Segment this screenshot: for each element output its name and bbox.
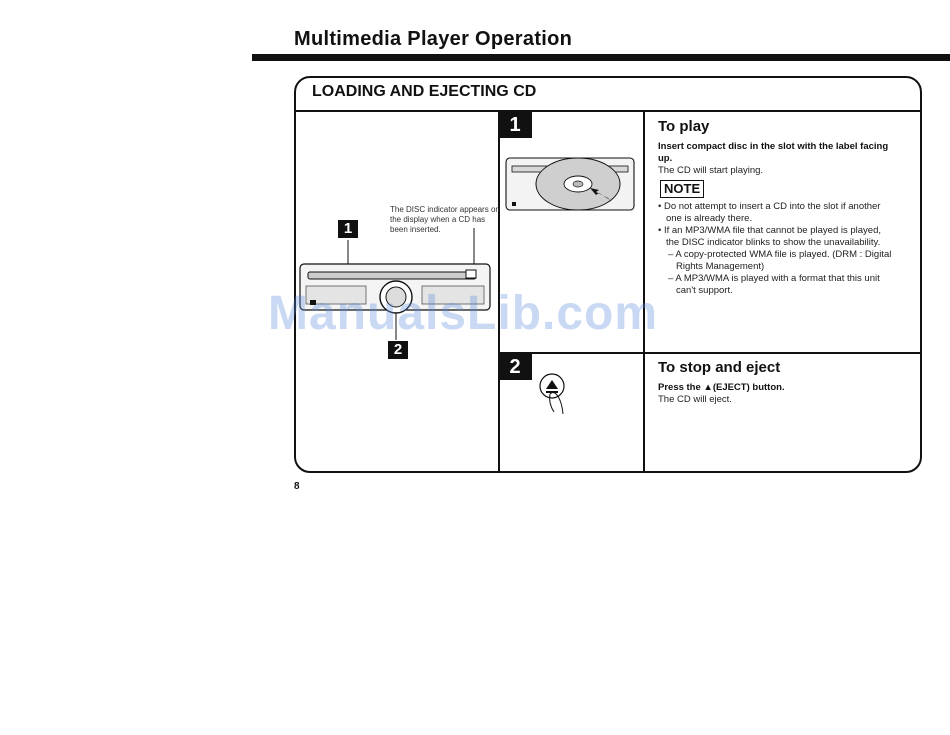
note-subitem: – A MP3/WMA is played with a format that this unit can't support. (668, 273, 880, 296)
title-rule (252, 54, 950, 61)
step-1-result: The CD will start playing. (658, 165, 764, 176)
step-1-notes (656, 201, 896, 297)
page-title: Multimedia Player Operation (294, 28, 573, 50)
heading-rule (296, 110, 920, 112)
note-item: • Do not attempt to insert a CD into the slot if another one is already there. (658, 201, 881, 224)
step-1-instruction: Insert compact disc in the slot with the label facing up. (658, 141, 889, 164)
disc-indicator-note: The DISC indicator appears on the display when a CD has been inserted. (390, 205, 500, 234)
page-number: 8 (294, 481, 300, 492)
watermark: ManualsLib.com (268, 287, 659, 340)
callout-1: 1 (338, 220, 358, 238)
eject-button-illustration (532, 370, 592, 420)
note-subitem: – A copy-protected WMA file is played. (DRM : Digital Rights Management) (668, 249, 892, 272)
callout-2: 2 (388, 341, 408, 359)
section-heading: LOADING AND EJECTING CD (312, 83, 537, 100)
step-2-instruction: Press the ▲(EJECT) button. (658, 382, 785, 393)
step-2-number: 2 (498, 354, 532, 380)
loading-ejecting-panel (294, 76, 922, 473)
row-divider (498, 352, 922, 354)
step-2-result: The CD will eject. (658, 394, 732, 405)
note-item: • If an MP3/WMA file that cannot be played is played, the DISC indicator blinks to show the unavailability. (658, 225, 881, 248)
note-badge: NOTE (660, 180, 704, 198)
step-1-number: 1 (498, 112, 532, 138)
cd-insert-illustration (504, 148, 638, 223)
step-1-title: To play (658, 118, 710, 135)
step-2-title: To stop and eject (658, 359, 781, 376)
